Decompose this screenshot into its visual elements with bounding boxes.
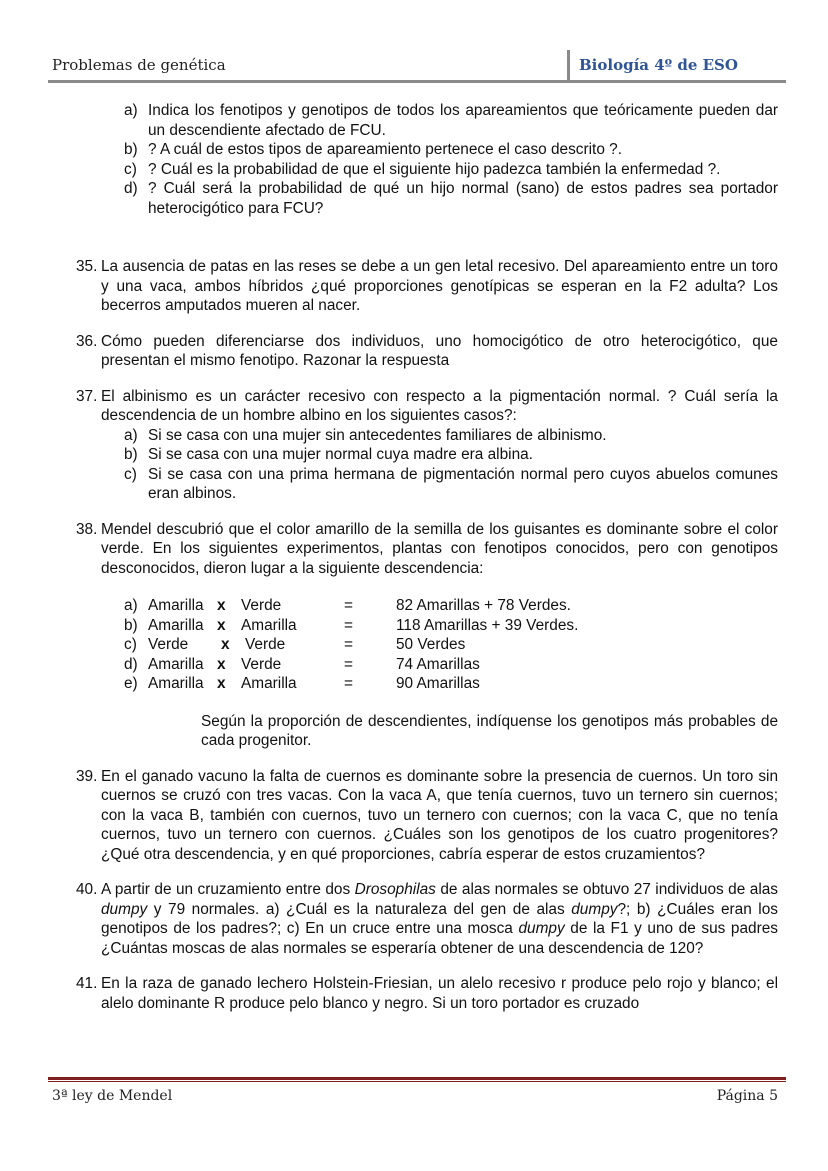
cross-parent-2: Verde: [245, 636, 286, 653]
cross-parent-1: Amarilla: [148, 597, 204, 614]
footer-rule-thin: [48, 1081, 786, 1082]
subquestion-letter: b): [124, 141, 138, 158]
page-number: Página 5: [716, 1088, 778, 1104]
problem-text: En la raza de ganado lechero Holstein-Friesian, un alelo recesivo r produce pelo rojo y blanco; el alelo dominante R produce pelo blanco y negro. Si un toro portador es cruzado: [101, 975, 778, 1012]
subquestion-text: Si se casa con una mujer sin antecedentes familiares de albinismo.: [148, 426, 607, 444]
header-separator: [567, 50, 570, 80]
species-name: Drosophilas: [354, 881, 436, 898]
mutant-name: dumpy: [518, 920, 565, 937]
problem-37: [76, 387, 778, 426]
cross-parent-1: Verde: [148, 636, 189, 653]
cross-row: [124, 674, 778, 694]
cross-letter: b): [124, 616, 138, 634]
footer-rule: [48, 1077, 786, 1080]
subquestion-letter: a): [124, 102, 138, 119]
subquestion: [124, 465, 778, 504]
cross-symbol: x: [221, 636, 230, 653]
subquestion: [124, 445, 778, 465]
subquestion-text: Si se casa con una prima hermana de pigmentación normal pero cuyos abuelos comunes eran albinos.: [148, 465, 778, 502]
problem-text: El albinismo es un carácter recesivo con respecto a la pigmentación normal. ? Cuál sería la descendencia de un hombre albino en los siguientes casos?:: [101, 387, 778, 424]
cross-symbol: x: [217, 655, 226, 673]
subquestion-letter: c): [124, 160, 137, 178]
cross-equals: =: [344, 597, 353, 614]
problem-36: [76, 332, 778, 371]
problem-text: La ausencia de patas en las reses se debe a un gen letal recesivo. Del apareamiento entre un toro y una vaca, ambos híbridos ¿qué proporciones genotípicas se esperan en la F2 adulta? Los becerros amputados mueren al nacer.: [101, 258, 778, 314]
subquestion-letter: b): [124, 446, 138, 463]
problem-number: 36.: [76, 332, 98, 350]
footer-section: 3ª ley de Mendel: [52, 1088, 173, 1104]
problem-text: [101, 880, 778, 958]
text-run: de la F1 y uno de sus padres ¿Cuántas moscas de alas normales se esperaría obtener de una descendencia de 120?: [101, 920, 778, 957]
cross-result: 50 Verdes: [396, 636, 466, 653]
subquestion-letter: d): [124, 180, 138, 197]
cross-result: 74 Amarillas: [396, 655, 480, 673]
problem-number: 40.: [76, 881, 98, 898]
problem-text: Cómo pueden diferenciarse dos individuos, uno homocigótico de otro heterocigótico, que presentan el mismo fenotipo. Razonar la respuesta: [101, 332, 778, 369]
problem-38-note: Según la proporción de descendientes, indíquense los genotipos más probables de cada progenitor.: [201, 712, 778, 749]
problem-text: En el ganado vacuno la falta de cuernos es dominante sobre la presencia de cuernos. Un toro sin cuernos se cruzó con tres vacas. Con la vaca A, que tenía cuernos, tuvo un ternero sin cuernos; con la vaca B, también con cuernos, tuvo un ternero con cuernos; con la vaca C, que no tenía cuernos, tuvo un ternero con cuernos. ¿Cuáles son los genotipos de los cuatro progenitores? ¿Qué otra descendencia, y en qué proporciones, cabría esperar de estos cruzamientos?: [101, 767, 778, 863]
subquestion-letter: a): [124, 426, 138, 444]
text-run: de alas normales se obtuvo 27 individuos de alas: [435, 881, 778, 898]
cross-row: [124, 596, 778, 616]
cross-parent-2: Verde: [241, 597, 282, 614]
cross-parent-2: Amarilla: [241, 675, 297, 692]
subquestion-text: ? Cuál es la probabilidad de que el siguiente hijo padezca también la enfermedad ?.: [148, 160, 721, 178]
intro-subquestions: [124, 101, 778, 218]
subquestion-letter: c): [124, 465, 137, 483]
problem-35: [76, 257, 778, 316]
subquestion-text: ? Cuál será la probabilidad de qué un hijo normal (sano) de estos padres sea portador heterocigótico para FCU?: [148, 180, 778, 217]
cross-equals: =: [344, 655, 353, 673]
cross-letter: e): [124, 675, 138, 692]
problem-number: 38.: [76, 520, 98, 538]
cross-symbol: x: [217, 597, 226, 614]
cross-symbol: x: [217, 616, 226, 634]
cross-parent-1: Amarilla: [148, 655, 204, 673]
header-title: Problemas de genética: [52, 56, 226, 74]
header-rule: [48, 80, 786, 83]
subquestion-text: ? A cuál de estos tipos de apareamiento pertenece el caso descrito ?.: [148, 141, 622, 158]
cross-letter: c): [124, 636, 137, 653]
cross-parent-2: Verde: [241, 655, 282, 673]
cross-result: 118 Amarillas + 39 Verdes.: [396, 616, 579, 634]
cross-row: [124, 616, 778, 636]
problem-38: [76, 520, 778, 579]
document-body: [76, 101, 778, 1013]
problem-number: 39.: [76, 767, 98, 785]
cross-parent-1: Amarilla: [148, 616, 204, 634]
problem-number: 37.: [76, 387, 98, 405]
cross-letter: a): [124, 597, 138, 614]
subquestion: [124, 426, 778, 446]
problem-37-subquestions: [124, 426, 778, 504]
subquestion: [124, 179, 778, 218]
cross-equals: =: [344, 616, 353, 634]
cross-table: [124, 596, 778, 694]
cross-result: 82 Amarillas + 78 Verdes.: [396, 597, 571, 614]
cross-equals: =: [344, 675, 353, 692]
cross-symbol: x: [217, 675, 226, 692]
mutant-name: dumpy: [101, 900, 148, 918]
problem-text: Mendel descubrió que el color amarillo de la semilla de los guisantes es dominante sobre el color verde. En los siguientes experimentos, plantas con fenotipos conocidos, pero con genotipos desconocidos, dieron lugar a la siguiente descendencia:: [101, 520, 778, 577]
mutant-name: dumpy: [571, 900, 618, 918]
cross-letter: d): [124, 655, 138, 673]
problem-number: 35.: [76, 258, 98, 275]
header-course: Biología 4º de ESO: [579, 56, 738, 74]
subquestion-text: Indica los fenotipos y genotipos de todos los apareamientos que teóricamente pueden dar un descendiente afectado de FCU.: [148, 102, 778, 139]
problem-41: [76, 974, 778, 1013]
text-run: A partir de un cruzamiento entre dos: [101, 881, 355, 898]
cross-result: 90 Amarillas: [396, 675, 480, 692]
subquestion: [124, 160, 778, 180]
cross-parent-1: Amarilla: [148, 675, 204, 692]
problem-number: 41.: [76, 975, 98, 992]
cross-equals: =: [344, 636, 353, 653]
cross-row: [124, 635, 778, 655]
text-run: ?; b) ¿Cuáles eran los genotipos de los padres?; c) En un cruce entre una mosca: [101, 900, 778, 937]
subquestion: [124, 101, 778, 140]
subquestion: [124, 140, 778, 160]
problem-40: [76, 880, 778, 958]
cross-row: [124, 655, 778, 675]
subquestion-text: Si se casa con una mujer normal cuya madre era albina.: [148, 446, 533, 463]
cross-parent-2: Amarilla: [241, 616, 297, 634]
text-run: y 79 normales. a) ¿Cuál es la naturaleza del gen de alas: [147, 900, 572, 918]
problem-39: [76, 767, 778, 865]
